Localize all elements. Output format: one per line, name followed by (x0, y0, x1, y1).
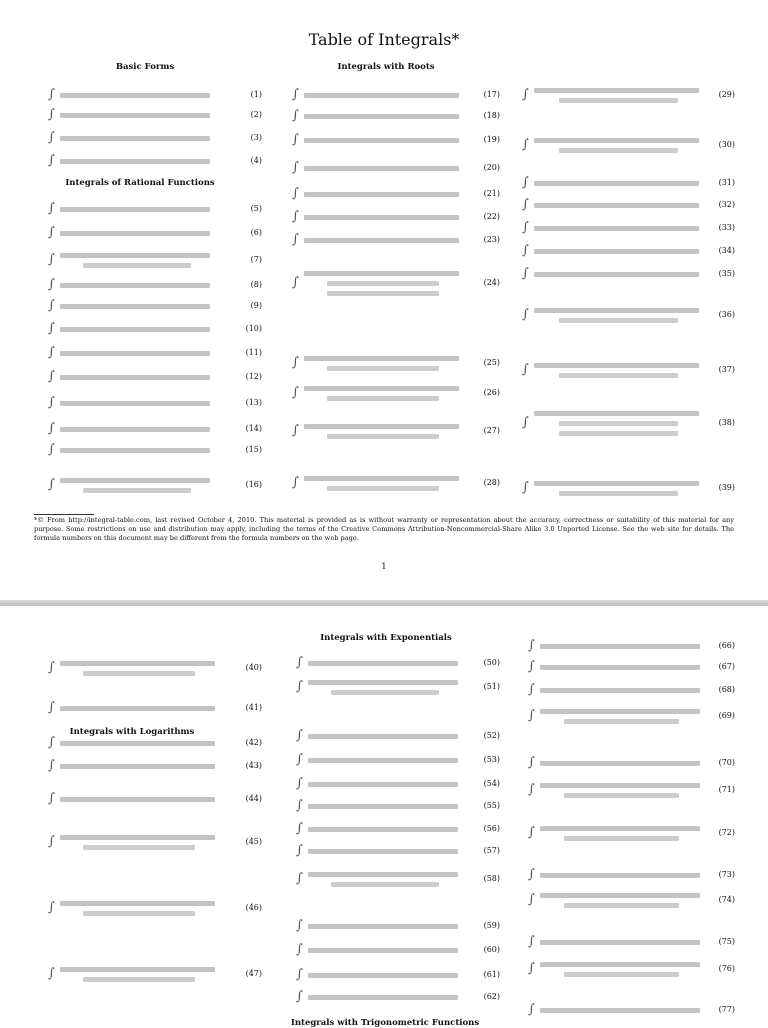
formula-line (308, 995, 458, 1000)
formula-line (534, 181, 699, 186)
formula-line (559, 491, 678, 496)
formula-line (540, 1008, 700, 1013)
integral-sign-icon: ∫ (296, 918, 303, 933)
integral-sign-icon: ∫ (296, 798, 303, 813)
formula-line (60, 478, 210, 483)
formula-line (564, 836, 679, 841)
integral-sign-icon: ∫ (292, 475, 299, 490)
integral-sign-icon: ∫ (528, 782, 535, 797)
equation-number: (51) (483, 682, 500, 691)
formula-line (540, 644, 700, 649)
formula-line (60, 283, 210, 288)
equation-number: (53) (483, 755, 500, 764)
document-title: Table of Integrals* (308, 30, 460, 49)
formula-line (60, 661, 215, 666)
integral-sign-icon: ∫ (48, 791, 55, 806)
formula-line (308, 973, 458, 978)
integral-sign-icon: ∫ (292, 423, 299, 438)
equation-number: (59) (483, 921, 500, 930)
integral-sign-icon: ∫ (528, 638, 535, 653)
equation-number: (56) (483, 824, 500, 833)
formula-line (540, 688, 700, 693)
page-2 (0, 606, 768, 1028)
integral-sign-icon: ∫ (292, 275, 299, 290)
formula-line (60, 159, 210, 164)
formula-line (83, 263, 191, 268)
integral-sign-icon: ∫ (296, 821, 303, 836)
integral-sign-icon: ∫ (528, 934, 535, 949)
equation-number: (38) (718, 418, 735, 427)
formula-line (60, 136, 210, 141)
equation-number: (41) (245, 703, 262, 712)
formula-line (308, 849, 458, 854)
formula-line (60, 207, 210, 212)
formula-line (308, 948, 458, 953)
equation-number: (62) (483, 992, 500, 1001)
integral-sign-icon: ∫ (48, 660, 55, 675)
formula-line (534, 272, 699, 277)
equation-number: (31) (718, 178, 735, 187)
equation-number: (13) (245, 398, 262, 407)
integral-sign-icon: ∫ (292, 186, 299, 201)
formula-line (540, 709, 700, 714)
integral-sign-icon: ∫ (48, 369, 55, 384)
formula-line (304, 192, 459, 197)
equation-number: (54) (483, 779, 500, 788)
equation-number: (26) (483, 388, 500, 397)
equation-number: (66) (718, 641, 735, 650)
integral-sign-icon: ∫ (48, 700, 55, 715)
formula-line (534, 363, 699, 368)
formula-line (540, 665, 700, 670)
integral-sign-icon: ∫ (48, 321, 55, 336)
integral-sign-icon: ∫ (292, 209, 299, 224)
equation-number: (37) (718, 365, 735, 374)
equation-number: (74) (718, 895, 735, 904)
equation-number: (1) (250, 90, 262, 99)
integral-sign-icon: ∫ (48, 395, 55, 410)
formula-line (327, 281, 439, 286)
integral-sign-icon: ∫ (522, 243, 529, 258)
equation-number: (50) (483, 658, 500, 667)
integral-sign-icon: ∫ (296, 967, 303, 982)
formula-line (540, 962, 700, 967)
formula-line (308, 734, 458, 739)
formula-line (83, 911, 195, 916)
formula-line (564, 903, 679, 908)
integral-sign-icon: ∫ (522, 362, 529, 377)
formula-line (559, 431, 678, 436)
formula-line (308, 782, 458, 787)
equation-number: (5) (250, 204, 262, 213)
integral-sign-icon: ∫ (296, 655, 303, 670)
integral-sign-icon: ∫ (292, 385, 299, 400)
formula-line (60, 93, 210, 98)
formula-line (304, 271, 459, 276)
integral-sign-icon: ∫ (292, 87, 299, 102)
equation-number: (61) (483, 970, 500, 979)
formula-line (60, 304, 210, 309)
integral-sign-icon: ∫ (48, 442, 55, 457)
formula-line (308, 680, 458, 685)
integral-sign-icon: ∫ (522, 266, 529, 281)
formula-line (308, 661, 458, 666)
equation-number: (11) (245, 348, 262, 357)
integral-sign-icon: ∫ (296, 679, 303, 694)
formula-line (60, 375, 210, 380)
formula-line (60, 741, 215, 746)
section-heading: Basic Forms (115, 62, 175, 72)
formula-line (534, 411, 699, 416)
formula-line (308, 872, 458, 877)
formula-line (331, 882, 439, 887)
integral-sign-icon: ∫ (296, 942, 303, 957)
integral-sign-icon: ∫ (48, 225, 55, 240)
formula-line (304, 166, 459, 171)
formula-line (60, 351, 210, 356)
equation-number: (23) (483, 235, 500, 244)
formula-line (83, 977, 195, 982)
integral-sign-icon: ∫ (296, 843, 303, 858)
integral-sign-icon: ∫ (528, 825, 535, 840)
equation-number: (44) (245, 794, 262, 803)
formula-line (60, 448, 210, 453)
integral-sign-icon: ∫ (48, 87, 55, 102)
integral-sign-icon: ∫ (522, 220, 529, 235)
formula-line (304, 476, 459, 481)
footnote-rule (34, 514, 94, 515)
equation-number: (27) (483, 426, 500, 435)
integral-sign-icon: ∫ (296, 989, 303, 1004)
formula-line (83, 845, 195, 850)
equation-number: (36) (718, 310, 735, 319)
formula-line (534, 481, 699, 486)
formula-line (60, 967, 215, 972)
formula-line (564, 719, 679, 724)
integral-sign-icon: ∫ (48, 345, 55, 360)
section-heading: Integrals with Trigonometric Functions (290, 1018, 480, 1028)
equation-number: (9) (250, 301, 262, 310)
equation-number: (15) (245, 445, 262, 454)
formula-line (327, 291, 439, 296)
formula-line (540, 873, 700, 878)
equation-number: (25) (483, 358, 500, 367)
equation-number: (46) (245, 903, 262, 912)
equation-number: (39) (718, 483, 735, 492)
equation-number: (52) (483, 731, 500, 740)
formula-line (304, 138, 459, 143)
integral-sign-icon: ∫ (522, 197, 529, 212)
formula-line (60, 706, 215, 711)
equation-number: (17) (483, 90, 500, 99)
formula-line (534, 308, 699, 313)
equation-number: (73) (718, 870, 735, 879)
formula-line (327, 434, 439, 439)
formula-line (308, 827, 458, 832)
formula-line (559, 318, 678, 323)
equation-number: (68) (718, 685, 735, 694)
formula-line (304, 356, 459, 361)
integral-sign-icon: ∫ (48, 735, 55, 750)
equation-number: (12) (245, 372, 262, 381)
formula-line (60, 113, 210, 118)
equation-number: (75) (718, 937, 735, 946)
formula-line (534, 88, 699, 93)
integral-sign-icon: ∫ (48, 107, 55, 122)
integral-sign-icon: ∫ (48, 900, 55, 915)
equation-number: (47) (245, 969, 262, 978)
equation-number: (22) (483, 212, 500, 221)
formula-line (60, 427, 210, 432)
formula-line (559, 98, 678, 103)
formula-line (60, 401, 210, 406)
equation-number: (8) (250, 280, 262, 289)
equation-number: (42) (245, 738, 262, 747)
section-heading: Integrals with Roots (337, 62, 435, 72)
formula-line (304, 215, 459, 220)
equation-number: (71) (718, 785, 735, 794)
formula-line (304, 238, 459, 243)
equation-number: (43) (245, 761, 262, 770)
integral-sign-icon: ∫ (48, 153, 55, 168)
integral-sign-icon: ∫ (522, 175, 529, 190)
formula-line (559, 148, 678, 153)
formula-line (534, 203, 699, 208)
integral-sign-icon: ∫ (528, 867, 535, 882)
integral-sign-icon: ∫ (48, 130, 55, 145)
equation-number: (69) (718, 711, 735, 720)
formula-line (304, 114, 459, 119)
equation-number: (10) (245, 324, 262, 333)
formula-line (327, 396, 439, 401)
formula-line (540, 826, 700, 831)
equation-number: (57) (483, 846, 500, 855)
integral-sign-icon: ∫ (48, 298, 55, 313)
equation-number: (35) (718, 269, 735, 278)
formula-line (534, 226, 699, 231)
equation-number: (16) (245, 480, 262, 489)
formula-line (540, 893, 700, 898)
formula-line (327, 486, 439, 491)
equation-number: (67) (718, 662, 735, 671)
equation-number: (30) (718, 140, 735, 149)
integral-sign-icon: ∫ (48, 966, 55, 981)
equation-number: (29) (718, 90, 735, 99)
equation-number: (2) (250, 110, 262, 119)
integral-sign-icon: ∫ (292, 160, 299, 175)
equation-number: (45) (245, 837, 262, 846)
equation-number: (34) (718, 246, 735, 255)
integral-sign-icon: ∫ (296, 728, 303, 743)
formula-line (559, 421, 678, 426)
formula-line (60, 764, 215, 769)
formula-line (60, 253, 210, 258)
equation-number: (4) (250, 156, 262, 165)
equation-number: (19) (483, 135, 500, 144)
formula-line (83, 488, 191, 493)
formula-line (534, 249, 699, 254)
formula-line (559, 373, 678, 378)
formula-line (60, 231, 210, 236)
equation-number: (55) (483, 801, 500, 810)
formula-line (60, 901, 215, 906)
equation-number: (72) (718, 828, 735, 837)
page-number: 1 (381, 562, 387, 572)
footnote: *© From http://integral-table.com, last revised October 4, 2010. This material is provided as is without warranty or representation about the accuracy, correctness or suitability of this material for any purpose. Some restrictions on use and distribution may apply, including the terms of the Creative Commons Attribution-Noncommercial-Share Alike 3.0 Unported License. See the web site for details. The formula numbers on this document may be different from the formula numbers on the web page. (34, 516, 734, 542)
section-heading: Integrals with Logarithms (69, 727, 195, 737)
formula-line (540, 940, 700, 945)
formula-line (60, 797, 215, 802)
integral-sign-icon: ∫ (296, 752, 303, 767)
equation-number: (21) (483, 189, 500, 198)
integral-sign-icon: ∫ (522, 137, 529, 152)
formula-line (60, 835, 215, 840)
integral-sign-icon: ∫ (292, 132, 299, 147)
integral-sign-icon: ∫ (296, 776, 303, 791)
integral-sign-icon: ∫ (528, 961, 535, 976)
integral-sign-icon: ∫ (528, 708, 535, 723)
formula-line (60, 327, 210, 332)
equation-number: (33) (718, 223, 735, 232)
formula-line (308, 758, 458, 763)
formula-line (327, 366, 439, 371)
equation-number: (76) (718, 964, 735, 973)
integral-sign-icon: ∫ (528, 892, 535, 907)
equation-number: (60) (483, 945, 500, 954)
integral-sign-icon: ∫ (48, 477, 55, 492)
equation-number: (7) (250, 255, 262, 264)
integral-sign-icon: ∫ (528, 1002, 535, 1017)
equation-number: (14) (245, 424, 262, 433)
formula-line (540, 761, 700, 766)
integral-sign-icon: ∫ (522, 415, 529, 430)
integral-sign-icon: ∫ (522, 480, 529, 495)
formula-line (308, 804, 458, 809)
equation-number: (58) (483, 874, 500, 883)
formula-line (540, 783, 700, 788)
formula-line (304, 386, 459, 391)
section-heading: Integrals of Rational Functions (65, 178, 215, 188)
integral-sign-icon: ∫ (48, 834, 55, 849)
integral-sign-icon: ∫ (522, 87, 529, 102)
formula-line (304, 93, 459, 98)
equation-number: (18) (483, 111, 500, 120)
equation-number: (3) (250, 133, 262, 142)
equation-number: (20) (483, 163, 500, 172)
section-heading: Integrals with Exponentials (320, 633, 452, 643)
equation-number: (40) (245, 663, 262, 672)
integral-sign-icon: ∫ (522, 307, 529, 322)
integral-sign-icon: ∫ (296, 871, 303, 886)
integral-sign-icon: ∫ (48, 252, 55, 267)
equation-number: (77) (718, 1005, 735, 1014)
equation-number: (32) (718, 200, 735, 209)
integral-sign-icon: ∫ (48, 277, 55, 292)
formula-line (83, 671, 195, 676)
equation-number: (6) (250, 228, 262, 237)
integral-sign-icon: ∫ (528, 659, 535, 674)
integral-sign-icon: ∫ (528, 682, 535, 697)
integral-sign-icon: ∫ (48, 758, 55, 773)
integral-sign-icon: ∫ (292, 355, 299, 370)
equation-number: (28) (483, 478, 500, 487)
formula-line (304, 424, 459, 429)
integral-sign-icon: ∫ (48, 201, 55, 216)
formula-line (308, 924, 458, 929)
formula-line (331, 690, 439, 695)
integral-sign-icon: ∫ (48, 421, 55, 436)
integral-sign-icon: ∫ (292, 108, 299, 123)
equation-number: (70) (718, 758, 735, 767)
integral-sign-icon: ∫ (528, 755, 535, 770)
equation-number: (24) (483, 278, 500, 287)
formula-line (564, 972, 679, 977)
formula-line (534, 138, 699, 143)
formula-line (564, 793, 679, 798)
integral-sign-icon: ∫ (292, 232, 299, 247)
